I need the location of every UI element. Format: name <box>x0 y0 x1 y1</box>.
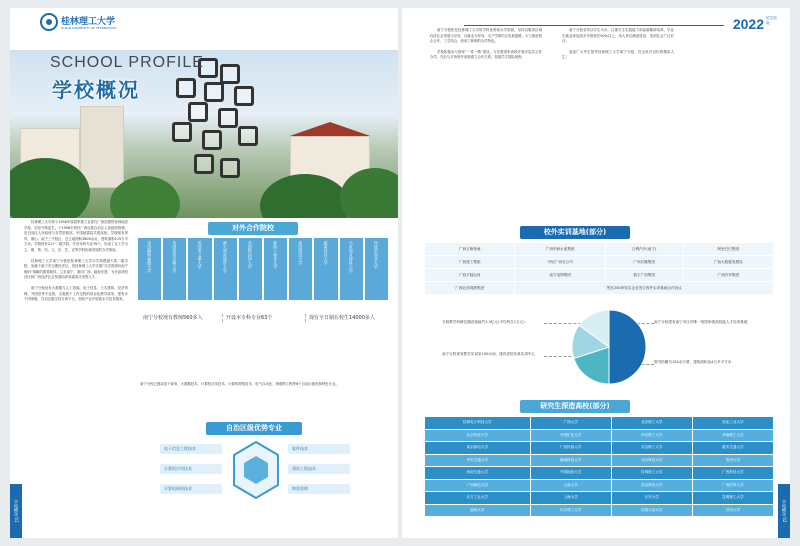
table-row <box>425 455 773 467</box>
school-cell: 福州大学 <box>425 505 530 517</box>
school-cell: 上海大学 <box>531 492 611 504</box>
school-cell: 广西民族大学 <box>531 442 611 454</box>
school-cell: 广西大学 <box>531 417 611 429</box>
school-cell: 西北工业大学 <box>693 417 773 429</box>
stat-majors: 开设本专科专业63个 <box>222 314 305 322</box>
base-cell: 广西平陆运河 <box>425 269 514 281</box>
intro-paragraph: 南宁分校设有大数据与人工智能、电子信息、土木建筑、经济管理、外国语等专业群，实施基于工作过程的项目化教学改革，建有多个国家级、自治区级实验实训平台，面向产业开展高水平技术服务。 <box>24 285 128 302</box>
school-cell: 武汉理工大学 <box>612 442 692 454</box>
university-logo <box>40 12 117 34</box>
institution-cell: 英国赫特福德大学 <box>138 238 161 300</box>
table-row <box>425 243 773 255</box>
school-cell: 南京邮电大学 <box>425 442 530 454</box>
paragraph: 学校积极参与国家“一带一路”建设，与东盟国家高校开展多层次合作办学，先后与多所境外高校建立合作关系，拓展学生国际视野。 <box>430 49 542 60</box>
paragraph: 欢迎广大考生报考桂林理工大学南宁分校，在这里开启你的精彩人生！ <box>562 49 674 60</box>
paragraph: 南宁分校依托桂林理工大学的学科优势和办学资源，坚持以服务区域经济社会发展为宗旨，以就业为导向，走产学研结合发展道路，大力推进校企合作、工学结合，形成了鲜明的办学特色。 <box>430 28 542 44</box>
logo-text-en: GUILIN UNIVERSITY OF TECHNOLOGY <box>61 26 117 30</box>
roof <box>282 122 378 136</box>
institution-cell: 马来西亚理科大学 <box>340 238 363 300</box>
base-cell: 广西北部湾港集团 <box>425 282 514 294</box>
base-cell: 中铝广西分公司 <box>515 256 604 268</box>
cooperation-title: 对外合作院校 <box>208 222 298 235</box>
school-cell: 西南石油大学 <box>612 505 692 517</box>
school-cell: 贵州大学 <box>693 455 773 467</box>
school-cell: 重庆交通大学 <box>693 442 773 454</box>
school-cell: 华东交通大学 <box>425 455 530 467</box>
school-cell: 北京科技大学 <box>612 455 692 467</box>
cooperation-grid <box>138 238 388 300</box>
table-row <box>425 430 773 442</box>
school-cell: 北方工业大学 <box>425 492 530 504</box>
intro-paragraph: 桂林理工大学南宁分校是桂林理工大学办学规模最大的二级学院，坐落于南宁市空港经济区，是桂林理工大学实施“办学资源向南宁倾斜”战略的重要载体，立足南宁、面向广西、辐射东盟，为北部湾经济区和广西经济社会发展培养高素质应用型人才。 <box>24 258 128 280</box>
title-en: SCHOOL PROFILE <box>50 54 204 71</box>
title-cn: 学校概况 <box>52 78 140 102</box>
school-cell: 广西科技大学 <box>693 467 773 479</box>
page-tab: 学校概况 01 <box>10 484 22 538</box>
institution-cell: 英国考文垂大学 <box>188 238 211 300</box>
pie-note: 南宁分校建有南宁市区内唯一的国家级高技能人才培训基地 <box>654 320 748 324</box>
stat-students: 现有全日制在校生14000多人 <box>305 314 388 322</box>
institution-cell: 印度尼西亚大学 <box>365 238 388 300</box>
base-cell: 广西汽车集团 <box>684 269 773 281</box>
school-cell: 北京理工大学 <box>612 417 692 429</box>
school-cell: 长沙理工大学 <box>531 505 611 517</box>
school-cell: 昆明理工大学 <box>693 492 773 504</box>
building <box>80 106 124 188</box>
schools-title: 研究生深造高校(部分) <box>520 400 630 413</box>
right-text-col1 <box>430 28 542 61</box>
institution-cell: 新西兰林肯大学 <box>264 238 287 300</box>
bases-title: 校外实训基地(部分) <box>520 226 630 239</box>
school-cell: 北京科技大学 <box>425 430 530 442</box>
seal-icon <box>40 13 58 31</box>
schools-table <box>424 416 774 517</box>
paragraph: 南宁分校坚持以学生为本，注重学生实践能力和创新精神培养，毕业生就业率连续多年保持在90%以上，用人单位满意度高，受到社会广泛好评。 <box>562 28 674 44</box>
specialty-item: 电子信息工程技术 <box>160 444 222 454</box>
school-cell: 桂林电子科技大学 <box>425 417 530 429</box>
school-cell: 中国地质大学 <box>531 467 611 479</box>
page-tab: 学校概况 02 <box>778 484 790 538</box>
pie-note: 分校教学科研仪器设备值约1.3亿元(平均每生1万元) <box>442 320 525 324</box>
right-text-col2 <box>562 28 674 61</box>
table-row <box>425 256 773 268</box>
school-cell: 桂林理工大学 <box>612 467 692 479</box>
school-cell: 广西师范大学 <box>425 480 530 492</box>
school-cell: 云南大学 <box>531 480 611 492</box>
institution-cell: 泰国清迈大学 <box>289 238 312 300</box>
specialty-item: 建筑工程技术 <box>288 464 350 474</box>
specialty-title: 自治区级优势专业 <box>206 422 302 435</box>
school-cell: 华南理工大学 <box>693 430 773 442</box>
table-row <box>425 417 773 429</box>
hexagon-graphic <box>232 440 280 500</box>
intro-text <box>24 220 128 303</box>
resource-pie-chart <box>570 308 648 386</box>
bases-table <box>424 242 774 295</box>
base-cell: 广西建工集团 <box>425 256 514 268</box>
table-row <box>425 492 773 504</box>
table-row <box>425 467 773 479</box>
table-row <box>425 269 773 281</box>
cube-sculpture <box>158 58 270 188</box>
intro-paragraph: 桂林理工大学源于1956年原国家重工业部在广西创建的桂林地质学校，后经升格更名，于1998年划归广西壮族自治区人民政府管理，是自治区人民政府与自然资源部、中国地震局共建高校。学校现有屏风、雁山、南宁三个校区，总占地面积3800余亩，建筑面积115万平方米。学校现有21个二级学院，开设本科专业76个，形成了以工学为主，理、管、经、文、法、艺、农等学科协调发展的办学格局。 <box>24 220 128 252</box>
pie-note: 南宁分校现有教学实训室100余间，建有虚拟仿真实训中心 <box>442 352 536 356</box>
school-cell: 苏州大学 <box>693 505 773 517</box>
school-cell: 长安大学 <box>612 492 692 504</box>
stat-teachers: 南宁分校现有教师560多人 <box>143 315 203 321</box>
institution-cell: 越南河内大学 <box>314 238 337 300</box>
table-row <box>425 442 773 454</box>
specialty-item: 物流管理 <box>288 484 350 494</box>
school-cell: 华北理工大学 <box>612 430 692 442</box>
institution-cell: 英国胡弗汉顿大学 <box>163 238 186 300</box>
right-page <box>402 8 790 538</box>
school-cell: 中国矿业大学 <box>531 430 611 442</box>
school-cell: 西南交通大学 <box>425 467 530 479</box>
base-cell: 南方电网集团 <box>515 269 604 281</box>
base-cell: 广西大数据发展局 <box>684 256 773 268</box>
table-row <box>425 282 773 294</box>
school-cell: 广西医科大学 <box>693 480 773 492</box>
base-cell: 广州长隆集团 <box>606 256 683 268</box>
base-cell: 广西华润水泥集团 <box>515 243 604 255</box>
advantage-note: 南宁分校已建成电子商务、大数据技术、计算机应用技术、计算机网络技术、电气自动化、物联网工程等6个自治区级优势特色专业。 <box>140 382 339 386</box>
header-rule <box>464 25 724 26</box>
institution-cell: 美国特洛伊大学 <box>239 238 262 300</box>
base-cell: 数字广西集团 <box>606 269 683 281</box>
stats-row <box>140 314 388 322</box>
base-cell-wide: 等近200家知名企业签订校外实训基地合作协议 <box>515 282 773 294</box>
base-cell: 广西玉柴物流 <box>425 243 514 255</box>
school-cell: 湖南科技大学 <box>531 455 611 467</box>
specialty-item: 计算机网络技术 <box>160 484 222 494</box>
base-cell: 阿里巴巴集团 <box>684 243 773 255</box>
logo-text-cn: 桂林理工大学 <box>61 17 116 27</box>
year: 2022 <box>732 16 764 32</box>
institution-cell: 澳大利亚迪肯大学 <box>214 238 237 300</box>
school-cell: 武汉科技大学 <box>612 480 692 492</box>
specialty-item: 软件技术 <box>288 444 350 454</box>
base-cell: 吉利汽车(南宁) <box>606 243 683 255</box>
left-page <box>10 8 398 538</box>
table-row <box>425 505 773 517</box>
pie-note: 图书馆藏书150余万册，建筑面积达4万多平方米 <box>654 360 732 364</box>
year-tag: 招生指南 <box>766 16 777 25</box>
specialty-item: 计算机应用技术 <box>160 464 222 474</box>
pie-slice <box>609 310 646 384</box>
table-row <box>425 480 773 492</box>
